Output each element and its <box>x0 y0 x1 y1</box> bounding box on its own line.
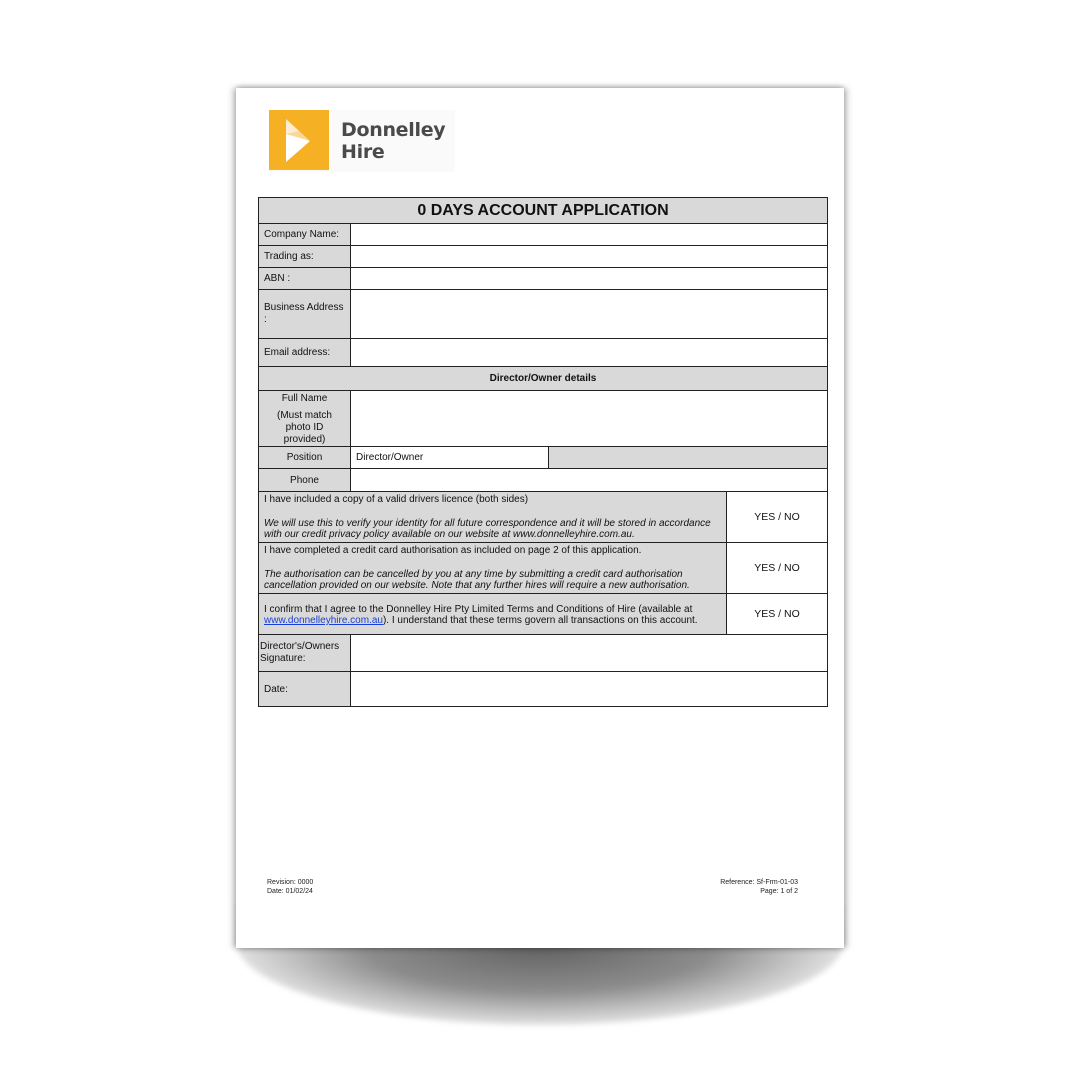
company-name-field[interactable] <box>351 224 828 246</box>
credit-card-declaration-text: I have completed a credit card authorisation as included on page 2 of this application. <box>264 545 642 556</box>
revision-text: Revision: 0000 <box>267 879 314 886</box>
footer-left <box>267 878 313 896</box>
date-field[interactable] <box>351 672 828 707</box>
company-name-label: Company Name: <box>259 224 351 246</box>
phone-field[interactable] <box>351 469 828 492</box>
licence-yes-no[interactable]: YES / NO <box>727 492 828 543</box>
signature-field[interactable] <box>351 635 828 672</box>
terms-declaration <box>259 594 727 635</box>
terms-yes-no[interactable]: YES / NO <box>727 594 828 635</box>
document-page <box>236 88 844 948</box>
full-name-note: (Must match photo ID provided) <box>276 410 332 445</box>
signature-label: Director's/Owners Signature: <box>259 635 351 672</box>
terms-text-before: I confirm that I agree to the Donnelley Hire Pty Limited Terms and Conditions of Hire (available at <box>264 604 693 615</box>
credit-card-declaration <box>259 543 727 594</box>
logo-line-1: Donnelley <box>341 119 446 141</box>
position-extra-cell <box>549 447 828 469</box>
application-form <box>258 197 828 707</box>
licence-declaration <box>259 492 727 543</box>
logo-wordmark <box>341 119 445 163</box>
full-name-label: Full Name <box>281 393 328 404</box>
abn-field[interactable] <box>351 268 828 290</box>
trading-as-label: Trading as: <box>259 246 351 268</box>
form-title: 0 DAYS ACCOUNT APPLICATION <box>259 198 828 224</box>
reference-text: Reference: Sf-Frm-01-03 <box>720 879 798 886</box>
company-logo <box>269 110 455 172</box>
credit-card-yes-no[interactable]: YES / NO <box>727 543 828 594</box>
full-name-field[interactable] <box>351 391 828 447</box>
logo-line-2: Hire <box>341 141 385 163</box>
licence-declaration-text: I have included a copy of a valid drivers licence (both sides) <box>264 494 529 505</box>
abn-label: ABN : <box>259 268 351 290</box>
trading-as-field[interactable] <box>351 246 828 268</box>
licence-declaration-note: We will use this to verify your identity for all future correspondence and it will be stored in accordance with our credit privacy policy available on our website at www.donnelleyhire.com.au. <box>264 518 711 540</box>
play-arrow-icon <box>269 110 329 170</box>
email-field[interactable] <box>351 339 828 367</box>
footer-right <box>720 878 798 896</box>
footer-date-text: Date: 01/02/24 <box>267 888 313 895</box>
director-section-heading: Director/Owner details <box>259 367 828 391</box>
business-address-label: Business Address : <box>259 290 351 339</box>
terms-text-after: ). I understand that these terms govern all transactions on this account. <box>382 615 698 626</box>
page-number-text: Page: 1 of 2 <box>760 888 798 895</box>
position-label: Position <box>259 447 351 469</box>
email-label: Email address: <box>259 339 351 367</box>
terms-website-link[interactable]: www.donnelleyhire.com.au <box>264 615 383 626</box>
position-field[interactable]: Director/Owner <box>351 447 549 469</box>
business-address-field[interactable] <box>351 290 828 339</box>
full-name-label-cell <box>259 391 351 447</box>
credit-card-declaration-note: The authorisation can be cancelled by you at any time by submitting a credit card authorisation cancellation provided on our website. Note that any further hires will require a new authorisation. <box>264 569 690 591</box>
date-label: Date: <box>259 672 351 707</box>
phone-label: Phone <box>259 469 351 492</box>
